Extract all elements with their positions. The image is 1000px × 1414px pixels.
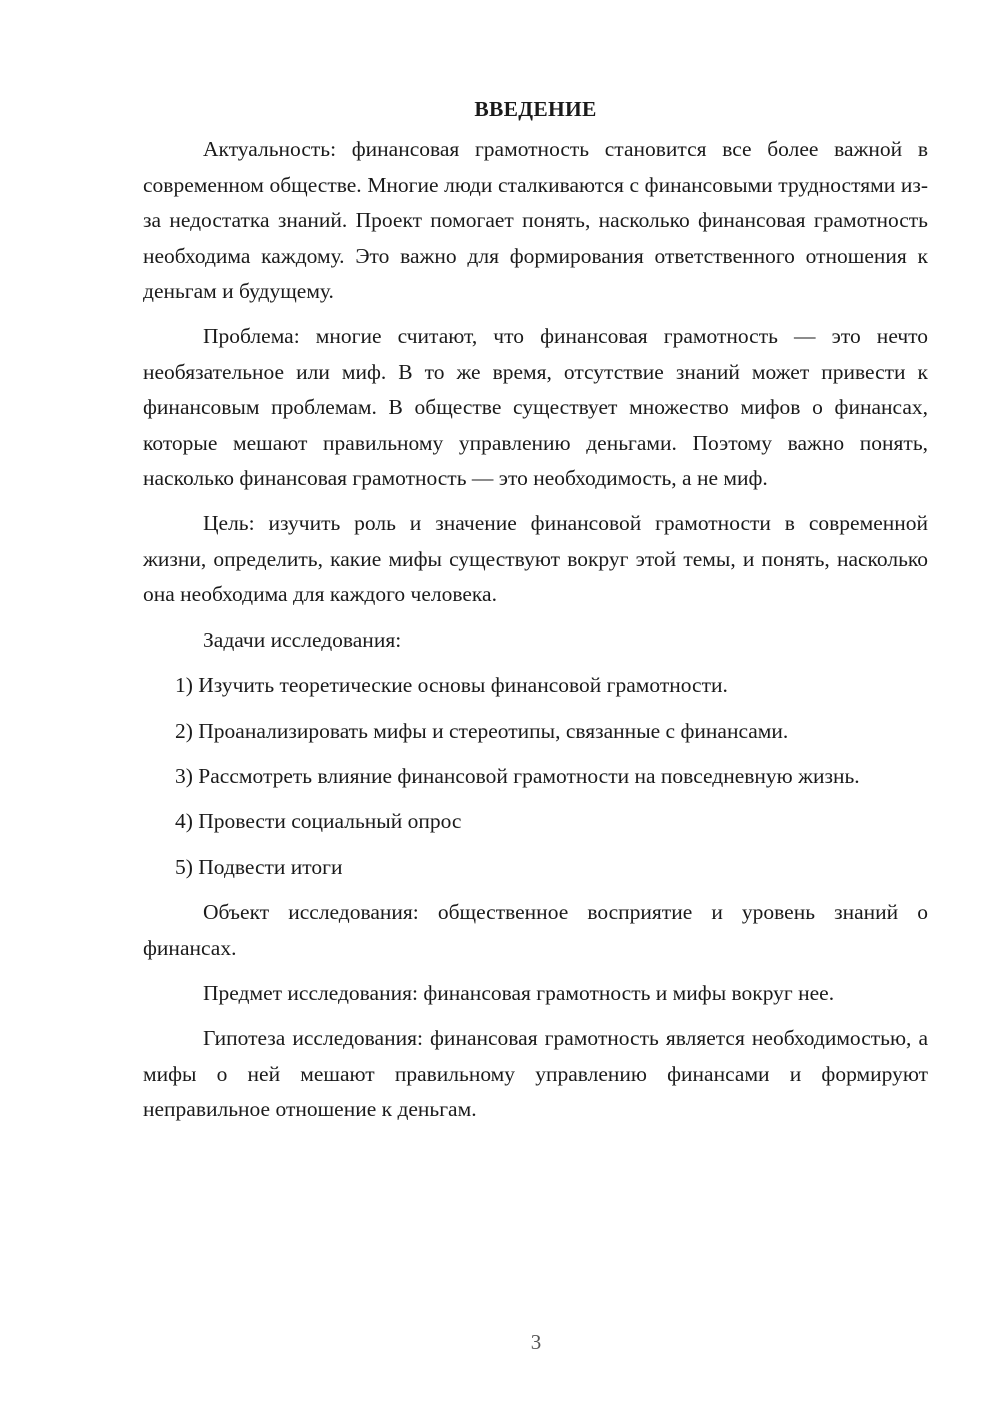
task-item-2: 2) Проанализировать мифы и стереотипы, связанные с финансами.	[175, 718, 789, 743]
task-item-3: 3) Рассмотреть влияние финансовой грамотности на повседневную жизнь.	[175, 763, 860, 788]
relevance-paragraph: Актуальность: финансовая грамотность становится все более важной в современном обществе. Многие люди сталкиваются с финансовыми трудностями из-за недостатка знаний. Проект помогает понять, насколько финансовая грамотность необходима каждому. Это важно для формирования ответственного отношения к деньгам и будущему.	[143, 137, 928, 304]
object-paragraph: Объект исследования: общественное восприятие и уровень знаний о финансах.	[143, 900, 928, 960]
tasks-heading: Задачи исследования:	[203, 627, 402, 652]
task-item-1: 1) Изучить теоретические основы финансовой грамотности.	[175, 673, 728, 698]
task-item-5: 5) Подвести итоги	[175, 854, 343, 879]
goal-paragraph: Цель: изучить роль и значение финансовой грамотности в современной жизни, определить, какие мифы существуют вокруг этой темы, и понять, насколько она необходима для каждого человека.	[143, 511, 928, 607]
document-page	[143, 92, 928, 1138]
hypothesis-paragraph: Гипотеза исследования: финансовая грамотность является необходимостью, а мифы о ней мешают правильному управлению финансами и формируют неправильное отношение к деньгам.	[143, 1026, 928, 1122]
page-title: ВВЕДЕНИЕ	[474, 97, 597, 121]
problem-paragraph: Проблема: многие считают, что финансовая грамотность — это нечто необязательное или миф. В то же время, отсутствие знаний может привести к финансовым проблемам. В обществе существует множество мифов о финансах, которые мешают правильному управлению деньгами. Поэтому важно понять, насколько финансовая грамотность — это необходимость, а не миф.	[143, 324, 928, 491]
task-item-4: 4) Провести социальный опрос	[175, 809, 462, 834]
subject-paragraph: Предмет исследования: финансовая грамотность и мифы вокруг нее.	[203, 980, 835, 1005]
page-number: 3	[530, 1330, 542, 1354]
